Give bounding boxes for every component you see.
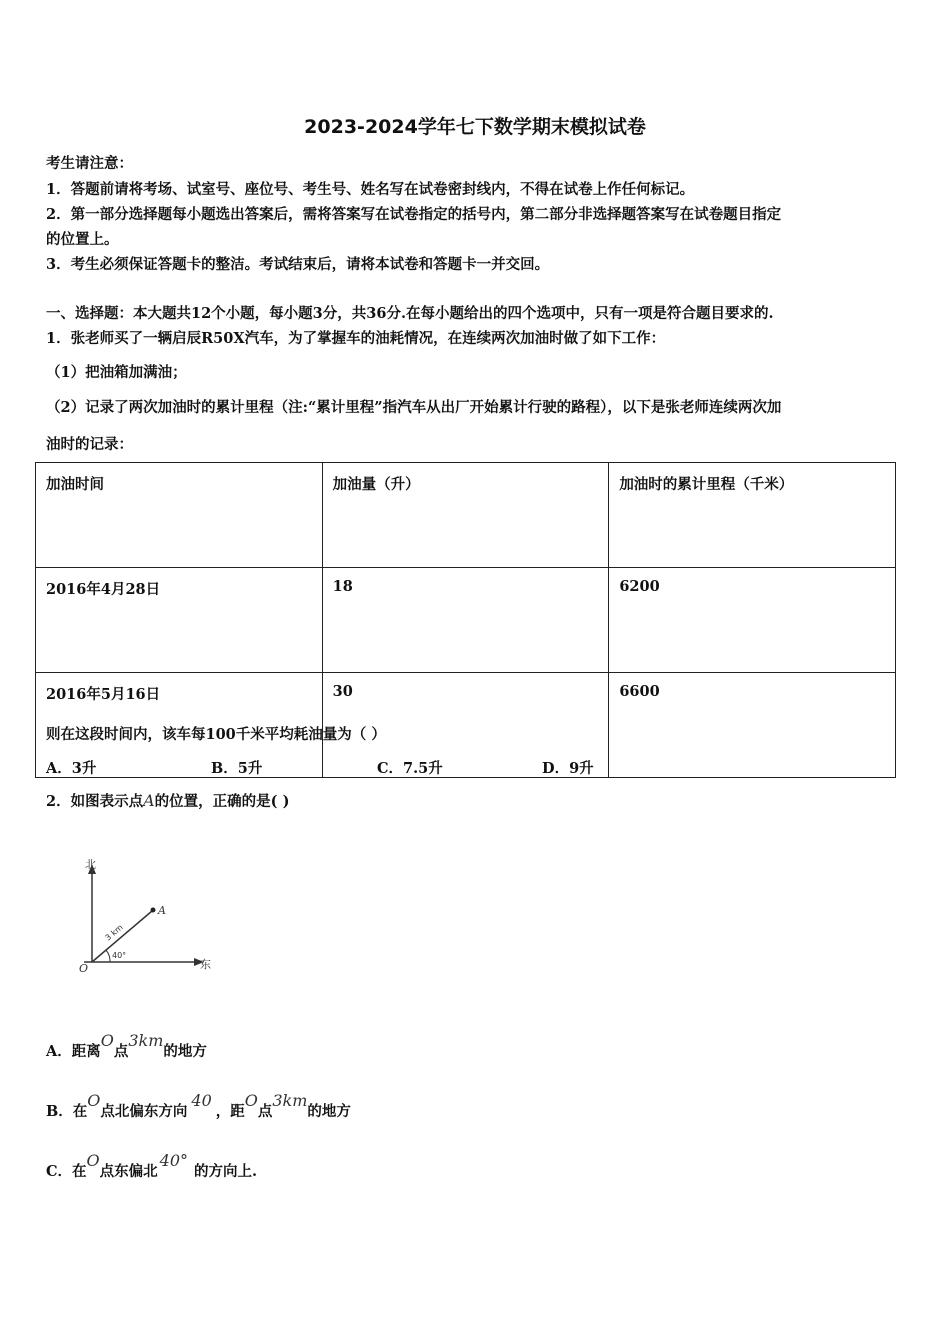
north-label: 北 <box>85 858 96 871</box>
q2-option-a <box>46 1031 207 1061</box>
math-distance: 3km <box>272 1091 308 1110</box>
option-c: C．7.5升 <box>377 760 443 777</box>
text: 的地方 <box>307 1103 351 1120</box>
notice-item: 2．第一部分选择题每小题选出答案后，需将答案写在试卷指定的括号内，第二部分非选择题答案写在试卷题目指定 <box>46 206 782 223</box>
q2-option-b <box>46 1091 351 1121</box>
math-angle: 40° <box>159 1151 189 1170</box>
question-2-stem-post: 的位置，正确的是( ) <box>154 793 290 810</box>
east-label: 东 <box>200 958 211 971</box>
direction-diagram <box>70 850 230 980</box>
table-cell: 30 <box>322 673 609 778</box>
math-o: O <box>244 1091 258 1110</box>
table-row <box>36 568 896 673</box>
text: 点北偏东方向 <box>100 1103 188 1120</box>
table-cell: 18 <box>322 568 609 673</box>
question-1-stem: 1．张老师买了一辆启辰R50X汽车，为了掌握车的油耗情况，在连续两次加油时做了如下工作： <box>46 330 666 347</box>
question-1-step-2: （2）记录了两次加油时的累计里程（注:“累计里程”指汽车从出厂开始累计行驶的路程），以下是张老师连续两次加 <box>46 399 782 416</box>
math-distance: 3km <box>128 1031 164 1050</box>
question-1-step-2-cont: 油时的记录： <box>46 436 133 453</box>
table-header-cell: 加油量（升） <box>322 463 609 568</box>
notice-item: 3．考生必须保证答题卡的整洁。考试结束后，请将本试卷和答题卡一并交回。 <box>46 256 550 273</box>
distance-label: 3 km <box>103 922 125 943</box>
math-o: O <box>100 1031 114 1050</box>
table-cell: 2016年4月28日 <box>36 568 323 673</box>
text: 点 <box>257 1103 273 1120</box>
text: C．在 <box>46 1163 87 1180</box>
option-d: D．9升 <box>542 760 594 777</box>
option-b: B．5升 <box>211 760 263 777</box>
origin-label: O <box>79 962 89 975</box>
question-2-stem-pre: 2．如图表示点 <box>46 793 144 810</box>
question-2-stem <box>46 790 289 811</box>
table-cell: 6600 <box>609 673 896 778</box>
text: 的方向上. <box>194 1163 258 1180</box>
math-o: O <box>87 1091 101 1110</box>
question-1-question: 则在这段时间内，该车每100千米平均耗油量为（ ） <box>46 726 386 743</box>
point-a-dot <box>151 908 156 913</box>
angle-label: 40° <box>112 951 127 960</box>
angle-arc <box>106 950 110 962</box>
point-a-label: A <box>158 904 166 917</box>
text: 点 <box>113 1043 129 1060</box>
table-header-cell: 加油时间 <box>36 463 323 568</box>
text: 的地方 <box>163 1043 207 1060</box>
question-1-step-1: （1）把油箱加满油； <box>46 364 187 381</box>
text: B．在 <box>46 1103 88 1120</box>
table-header-cell: 加油时的累计里程（千米） <box>609 463 896 568</box>
notice-heading: 考生请注意： <box>46 155 133 172</box>
text: A．距离 <box>46 1043 101 1060</box>
text: ，距 <box>215 1103 245 1120</box>
table-header-row <box>36 463 896 568</box>
q2-option-c <box>46 1151 258 1181</box>
page-title: 2023-2024学年七下数学期末模拟试卷 <box>304 116 646 138</box>
notice-item: 1．答题前请将考场、试室号、座位号、考生号、姓名写在试卷密封线内，不得在试卷上作任何标记。 <box>46 181 695 198</box>
table-cell: 6200 <box>609 568 896 673</box>
math-o: O <box>86 1151 100 1170</box>
option-a: A．3升 <box>46 760 97 777</box>
notice-item: 的位置上。 <box>46 231 119 248</box>
table-cell: 2016年5月16日 <box>36 673 323 778</box>
math-angle: 40 <box>191 1091 212 1110</box>
text: 点东偏北 <box>99 1163 158 1180</box>
section-heading: 一、选择题：本大题共12个小题，每小题3分，共36分.在每小题给出的四个选项中，只有一项是符合题目要求的. <box>46 305 774 322</box>
point-label: A <box>143 791 155 810</box>
